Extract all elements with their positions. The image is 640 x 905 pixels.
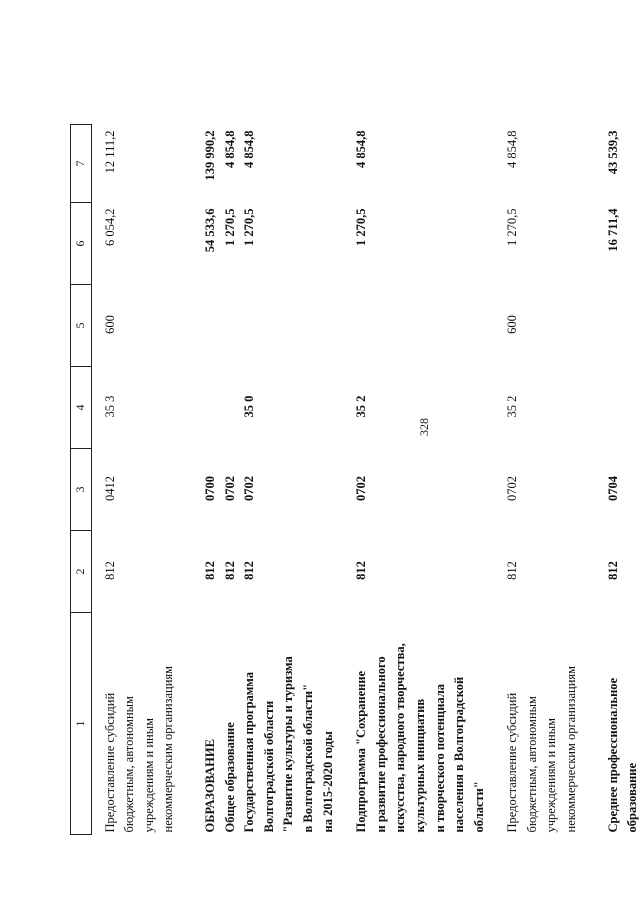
cell-ministry: 812: [605, 561, 620, 580]
cell-amount-2: 12 111,2: [102, 130, 117, 174]
cell-expense-type: [221, 285, 241, 367]
cell-expense-type: 600: [102, 315, 117, 334]
cell-amount-2: 43 539,3: [605, 130, 620, 175]
row-name: Среднее профессиональное образование: [605, 677, 640, 833]
cell-amount-1: 1 270,5: [354, 208, 369, 246]
cell-target: 35 3: [102, 395, 117, 418]
header-row: [71, 125, 92, 835]
cell-expense-type: 600: [505, 315, 520, 334]
cell-section: 0702: [222, 476, 237, 501]
row-name: Государственная программа Волгоградской области "Развитие культуры и туризма в Волгоградской области" на 2015-2020 годы: [242, 656, 335, 833]
col-header-4: 4: [71, 367, 92, 449]
table-row: [221, 125, 241, 835]
cell-amount-2: 4 854,8: [354, 130, 369, 168]
cell-expense-type: [240, 285, 338, 367]
page-number: 328: [417, 418, 431, 436]
row-name: Предоставление субсидий бюджетным, автономным учреждениям и иным некоммерческим организациям: [505, 665, 579, 833]
rotated-table-container: [70, 125, 640, 835]
col-header-1: 1: [71, 613, 92, 835]
cell-target: [221, 367, 241, 449]
row-name: Общее образование: [222, 722, 237, 833]
cell-section: 0702: [354, 476, 369, 501]
table-row: [489, 125, 581, 835]
cell-ministry: 812: [354, 561, 369, 580]
cell-amount-2: 139 990,2: [202, 130, 217, 181]
cell-target: [179, 367, 221, 449]
cell-amount-2: 4 854,8: [505, 130, 520, 168]
cell-ministry: 812: [202, 561, 217, 580]
col-header-5: 5: [71, 285, 92, 367]
cell-amount-2: 4 854,8: [222, 130, 237, 168]
row-name: Подпрограмма "Сохранение и развитие профессионального искусства, народного творчества, культурных инициатив и творческого потенциала населения в Волгоградской области": [354, 643, 486, 833]
cell-ministry: 812: [242, 561, 257, 580]
col-header-7: 7: [71, 125, 92, 203]
col-header-2: 2: [71, 531, 92, 613]
cell-expense-type: [179, 285, 221, 367]
cell-amount-1: 16 711,4: [605, 208, 620, 252]
cell-amount-1: 1 270,5: [505, 208, 520, 246]
cell-target: 35 2: [354, 395, 369, 418]
cell-target: [582, 367, 640, 449]
cell-section: 0704: [605, 476, 620, 501]
col-header-6: 6: [71, 203, 92, 285]
row-name: ОБРАЗОВАНИЕ: [202, 739, 217, 833]
cell-expense-type: [582, 285, 640, 367]
table-row: [338, 125, 489, 835]
budget-table: [70, 124, 640, 835]
cell-ministry: 812: [505, 561, 520, 580]
cell-amount-1: 1 270,5: [222, 208, 237, 246]
table-row: [101, 125, 179, 835]
cell-section: 0700: [202, 476, 217, 501]
cell-amount-1: 6 054,2: [102, 208, 117, 246]
cell-section: 0702: [505, 476, 520, 501]
cell-section: 0702: [242, 476, 257, 501]
cell-amount-1: 54 533,6: [202, 208, 217, 253]
cell-expense-type: [338, 285, 489, 367]
cell-target: 35 0: [242, 395, 257, 418]
col-header-3: 3: [71, 449, 92, 531]
cell-target: 35 2: [505, 395, 520, 418]
cell-amount-1: 1 270,5: [242, 208, 257, 246]
table-row: [582, 125, 640, 835]
cell-ministry: 812: [102, 561, 117, 580]
cell-amount-2: 4 854,8: [242, 130, 257, 168]
cell-section: 0412: [102, 476, 117, 501]
cell-ministry: 812: [222, 561, 237, 580]
table-row: [179, 125, 221, 835]
table-row: [240, 125, 338, 835]
row-name: Предоставление субсидий бюджетным, автономным учреждениям и иным некоммерческим организациям: [102, 665, 176, 833]
